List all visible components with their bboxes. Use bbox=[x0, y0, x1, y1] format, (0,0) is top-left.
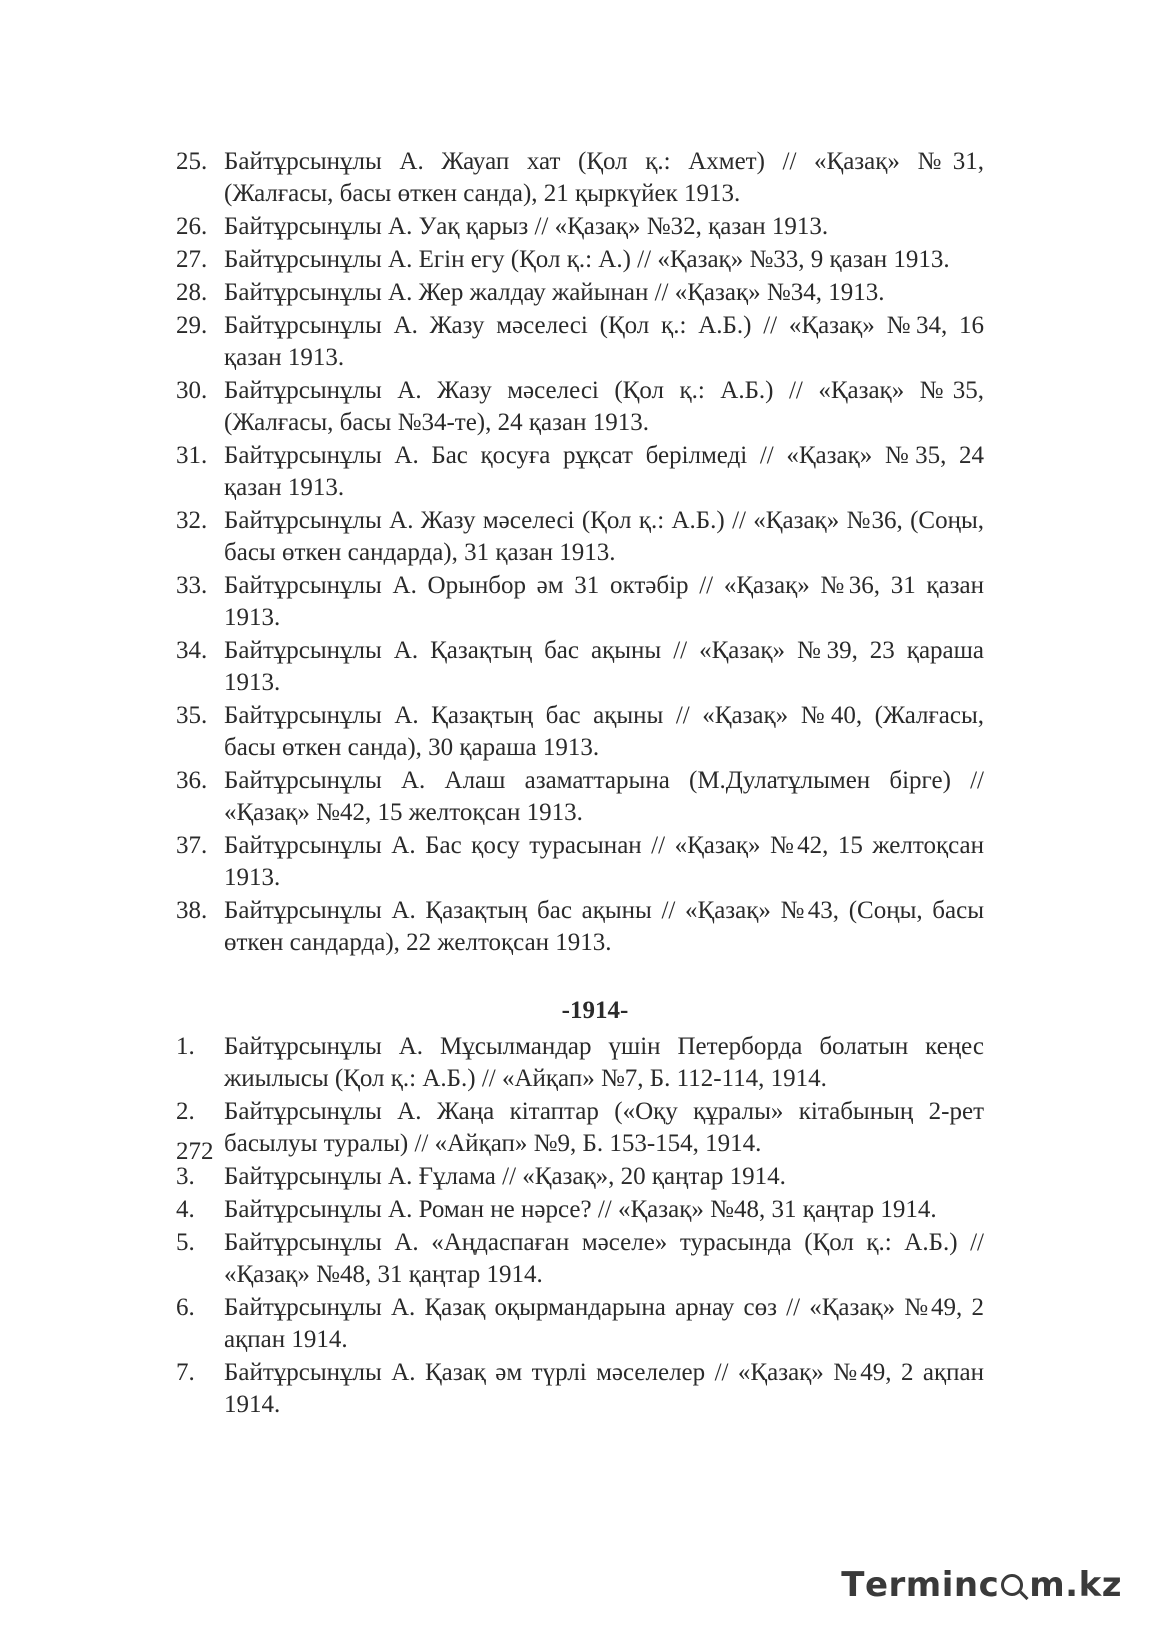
bibliography-entry bbox=[176, 1227, 984, 1291]
magnifier-icon bbox=[1001, 1574, 1023, 1596]
entry-text: Байтұрсынұлы А. Ғұлама // «Қазақ», 20 қаңтар 1914. bbox=[224, 1163, 786, 1190]
entry-text: Байтұрсынұлы А. Қазақ оқырмандарына арнау сөз // «Қазақ» №49, 2 ақпан 1914. bbox=[224, 1294, 984, 1353]
entry-text: Байтұрсынұлы А. Бас қосуға рұқсат берілмеді // «Қазақ» №35, 24 қазан 1913. bbox=[224, 442, 984, 501]
entry-number: 31. bbox=[176, 442, 208, 469]
bibliography-entry bbox=[176, 277, 984, 309]
watermark-prefix: T bbox=[841, 1565, 865, 1605]
termincom-watermark bbox=[841, 1565, 1122, 1605]
entry-text: Байтұрсынұлы А. Алаш азаматтарына (М.Дулатұлымен бірге) // «Қазақ» №42, 15 желтоқсан 1913. bbox=[224, 767, 984, 826]
entry-number: 37. bbox=[176, 832, 208, 859]
bibliography-entry bbox=[176, 1292, 984, 1356]
entry-number: 4. bbox=[176, 1196, 195, 1223]
bibliography-entry bbox=[176, 570, 984, 634]
bibliography-list-1914 bbox=[176, 1031, 984, 1421]
bibliography-entry bbox=[176, 1161, 984, 1193]
entry-text: Байтұрсынұлы А. Жер жалдау жайынан // «Қазақ» №34, 1913. bbox=[224, 279, 885, 306]
entry-text: Байтұрсынұлы А. Жазу мәселесі (Қол қ.: А.Б.) // «Қазақ» №34, 16 қазан 1913. bbox=[224, 312, 984, 371]
entry-text: Байтұрсынұлы А. Жаңа кітаптар («Оқу құралы» кітабының 2-рет басылуы туралы) // «Айқап» №9, Б. 153-154, 1914. bbox=[224, 1098, 984, 1157]
bibliography-entry bbox=[176, 375, 984, 439]
entry-number: 27. bbox=[176, 246, 208, 273]
bibliography-entry bbox=[176, 765, 984, 829]
bibliography-entry bbox=[176, 440, 984, 504]
entry-text: Байтұрсынұлы А. Жауап хат (Қол қ.: Ахмет) // «Қазақ» №31, (Жалғасы, басы өткен санда), 21 қыркүйек 1913. bbox=[224, 148, 984, 207]
year-heading: -1914- bbox=[561, 997, 629, 1024]
entry-number: 38. bbox=[176, 897, 208, 924]
bibliography-entry bbox=[176, 700, 984, 764]
entry-number: 32. bbox=[176, 507, 208, 534]
entry-text: Байтұрсынұлы А. Мұсылмандар үшін Петерборда болатын кеңес жиылысы (Қол қ.: А.Б.) // «Айқап» №7, Б. 112-114, 1914. bbox=[224, 1033, 984, 1092]
bibliography-content bbox=[176, 146, 984, 1422]
entry-number: 36. bbox=[176, 767, 208, 794]
entry-number: 25. bbox=[176, 148, 208, 175]
bibliography-entry bbox=[176, 895, 984, 959]
entry-text: Байтұрсынұлы А. «Аңдаспаған мәселе» турасында (Қол қ.: А.Б.) // «Қазақ» №48, 31 қаңтар 1914. bbox=[224, 1229, 984, 1288]
bibliography-list-1913 bbox=[176, 146, 984, 959]
bibliography-entry bbox=[176, 505, 984, 569]
bibliography-entry bbox=[176, 635, 984, 699]
entry-number: 28. bbox=[176, 279, 208, 306]
entry-number: 3. bbox=[176, 1163, 195, 1190]
entry-number: 7. bbox=[176, 1359, 195, 1386]
bibliography-entry bbox=[176, 146, 984, 210]
entry-text: Байтұрсынұлы А. Уақ қарыз // «Қазақ» №32, қазан 1913. bbox=[224, 213, 829, 240]
bibliography-entry bbox=[176, 1357, 984, 1421]
bibliography-entry bbox=[176, 830, 984, 894]
entry-number: 2. bbox=[176, 1098, 195, 1125]
watermark-suffix: m.kz bbox=[1029, 1565, 1122, 1605]
bibliography-entry bbox=[176, 1194, 984, 1226]
bibliography-entry bbox=[176, 310, 984, 374]
entry-number: 5. bbox=[176, 1229, 195, 1256]
entry-text: Байтұрсынұлы А. Жазу мәселесі (Қол қ.: А.Б.) // «Қазақ» №36, (Соңы, басы өткен сандарда), 31 қазан 1913. bbox=[224, 507, 984, 566]
entry-text: Байтұрсынұлы А. Егін егу (Қол қ.: А.) // «Қазақ» №33, 9 қазан 1913. bbox=[224, 246, 950, 273]
bibliography-entry bbox=[176, 1031, 984, 1095]
entry-number: 33. bbox=[176, 572, 208, 599]
entry-number: 29. bbox=[176, 312, 208, 339]
entry-text: Байтұрсынұлы А. Қазақтың бас ақыны // «Қазақ» №40, (Жалғасы, басы өткен санда), 30 қараша 1913. bbox=[224, 702, 984, 761]
watermark-middle: erminc bbox=[864, 1565, 1000, 1605]
entry-number: 35. bbox=[176, 702, 208, 729]
entry-text: Байтұрсынұлы А. Жазу мәселесі (Қол қ.: А.Б.) // «Қазақ» №35, (Жалғасы, басы №34-те), 24 қазан 1913. bbox=[224, 377, 984, 436]
bibliography-entry bbox=[176, 244, 984, 276]
entry-number: 34. bbox=[176, 637, 208, 664]
page-number: 272 bbox=[176, 1138, 214, 1165]
entry-text: Байтұрсынұлы А. Роман не нәрсе? // «Қазақ» №48, 31 қаңтар 1914. bbox=[224, 1196, 937, 1223]
entry-number: 1. bbox=[176, 1033, 195, 1060]
entry-number: 26. bbox=[176, 213, 208, 240]
bibliography-entry bbox=[176, 1096, 984, 1160]
entry-text: Байтұрсынұлы А. Қазақтың бас ақыны // «Қазақ» №39, 23 қараша 1913. bbox=[224, 637, 984, 696]
entry-text: Байтұрсынұлы А. Қазақтың бас ақыны // «Қазақ» №43, (Соңы, басы өткен сандарда), 22 желтоқсан 1913. bbox=[224, 897, 984, 956]
entry-number: 6. bbox=[176, 1294, 195, 1321]
entry-text: Байтұрсынұлы А. Қазақ әм түрлі мәселелер // «Қазақ» №49, 2 ақпан 1914. bbox=[224, 1359, 984, 1418]
entry-text: Байтұрсынұлы А. Орынбор әм 31 октәбір // «Қазақ» №36, 31 қазан 1913. bbox=[224, 572, 984, 631]
bibliography-entry bbox=[176, 211, 984, 243]
entry-number: 30. bbox=[176, 377, 208, 404]
entry-text: Байтұрсынұлы А. Бас қосу турасынан // «Қазақ» №42, 15 желтоқсан 1913. bbox=[224, 832, 984, 891]
